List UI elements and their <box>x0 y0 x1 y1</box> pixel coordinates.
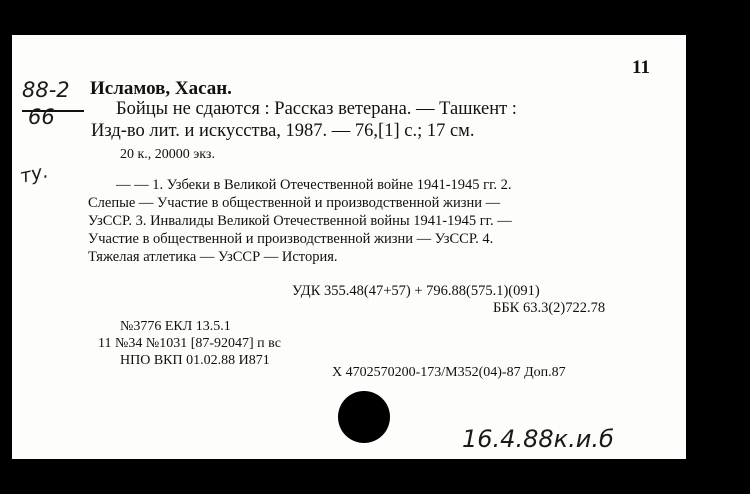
handwritten-date: 16.4.88к.и.б <box>462 425 614 453</box>
subject-line: Участие в общественной и производственной жизни — УзССР. 4. <box>88 231 494 247</box>
call-number-bottom: 66 <box>28 105 55 129</box>
card-number: 11 <box>632 57 650 78</box>
code-line: 11 №34 №1031 [87-92047] п вс <box>98 336 281 351</box>
title-line-2: Изд-во лит. и искусства, 1987. — 76,[1] с.; 17 см. <box>91 121 475 141</box>
title-line-1: Бойцы не сдаются : Рассказ ветерана. — Ташкент : <box>116 99 517 119</box>
isbn-line: Х 4702570200-173/М352(04)-87 Доп.87 <box>332 365 566 380</box>
code-line: НПО ВКП 01.02.88 И871 <box>120 353 270 368</box>
author-heading: Исламов, Хасан. <box>90 78 232 99</box>
margin-mark: ту. <box>18 160 51 188</box>
card-punch-hole <box>338 391 390 443</box>
subject-line: Тяжелая атлетика — УзССР — История. <box>88 249 338 265</box>
catalog-card <box>12 35 686 459</box>
call-number-top: 88-2 <box>22 78 70 102</box>
subject-line: Слепые — Участие в общественной и производственной жизни — <box>88 195 501 211</box>
bbk-code: ББК 63.3(2)722.78 <box>493 300 606 316</box>
subject-line: — — 1. Узбеки в Великой Отечественной войне 1941-1945 гг. 2. <box>116 177 512 193</box>
udk-code: УДК 355.48(47+57) + 796.88(575.1)(091) <box>292 283 540 299</box>
subject-line: УзССР. 3. Инвалиды Великой Отечественной войны 1941-1945 гг. — <box>88 213 512 229</box>
price-line: 20 к., 20000 экз. <box>120 147 215 162</box>
code-line: №3776 ЕКЛ 13.5.1 <box>120 319 231 334</box>
